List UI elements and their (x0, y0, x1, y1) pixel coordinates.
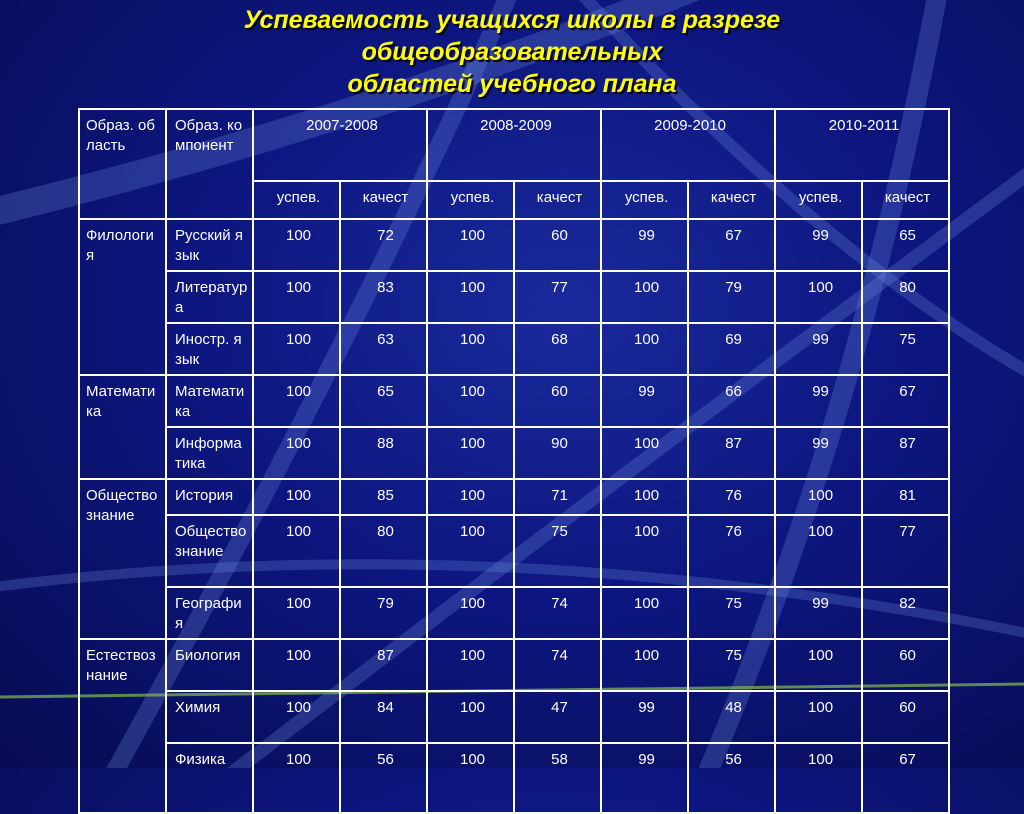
quality-value-cell: 67 (862, 375, 949, 427)
success-value-cell: 99 (775, 323, 862, 375)
quality-value-cell: 75 (688, 587, 775, 639)
quality-value-cell: 87 (688, 427, 775, 479)
quality-value-cell: 60 (514, 375, 601, 427)
quality-value-cell: 77 (862, 515, 949, 587)
quality-value-cell: 60 (862, 639, 949, 691)
quality-value-cell: 75 (514, 515, 601, 587)
quality-value-cell: 80 (862, 271, 949, 323)
area-cell: Математика (79, 375, 166, 479)
table-row (79, 691, 949, 743)
success-value-cell: 100 (775, 743, 862, 813)
success-value-cell: 99 (601, 743, 688, 813)
quality-value-cell: 72 (340, 219, 427, 271)
subheader-success: успев. (253, 181, 340, 219)
quality-value-cell: 84 (340, 691, 427, 743)
quality-value-cell: 65 (862, 219, 949, 271)
slide-title (0, 4, 1024, 100)
quality-value-cell: 60 (862, 691, 949, 743)
success-value-cell: 100 (253, 743, 340, 813)
title-line-2: общеобразовательных (361, 38, 663, 66)
header-year: 2009-2010 (601, 109, 775, 181)
quality-value-cell: 67 (862, 743, 949, 813)
success-value-cell: 100 (601, 323, 688, 375)
quality-value-cell: 83 (340, 271, 427, 323)
success-value-cell: 99 (601, 375, 688, 427)
quality-value-cell: 77 (514, 271, 601, 323)
header-year: 2008-2009 (427, 109, 601, 181)
quality-value-cell: 71 (514, 479, 601, 515)
table-row (79, 427, 949, 479)
success-value-cell: 100 (601, 587, 688, 639)
subheader-success: успев. (775, 181, 862, 219)
success-value-cell: 100 (427, 743, 514, 813)
success-value-cell: 100 (253, 271, 340, 323)
component-cell: Химия (166, 691, 253, 743)
area-cell: Филология (79, 219, 166, 375)
component-cell: Математика (166, 375, 253, 427)
quality-value-cell: 66 (688, 375, 775, 427)
quality-value-cell: 81 (862, 479, 949, 515)
component-cell: Физика (166, 743, 253, 813)
success-value-cell: 100 (427, 427, 514, 479)
quality-value-cell: 67 (688, 219, 775, 271)
success-value-cell: 100 (427, 271, 514, 323)
success-value-cell: 99 (601, 691, 688, 743)
component-cell: Иностр. язык (166, 323, 253, 375)
quality-value-cell: 47 (514, 691, 601, 743)
success-value-cell: 100 (601, 639, 688, 691)
performance-table (78, 108, 950, 814)
success-value-cell: 100 (253, 479, 340, 515)
component-cell: Информатика (166, 427, 253, 479)
success-value-cell: 99 (775, 219, 862, 271)
success-value-cell: 100 (253, 515, 340, 587)
header-area: Образ. область (79, 109, 166, 219)
quality-value-cell: 48 (688, 691, 775, 743)
quality-value-cell: 65 (340, 375, 427, 427)
quality-value-cell: 74 (514, 587, 601, 639)
success-value-cell: 100 (427, 219, 514, 271)
success-value-cell: 100 (601, 479, 688, 515)
table-row (79, 639, 949, 691)
success-value-cell: 100 (253, 587, 340, 639)
success-value-cell: 100 (253, 323, 340, 375)
table-row (79, 587, 949, 639)
quality-value-cell: 58 (514, 743, 601, 813)
area-cell: Обществознание (79, 479, 166, 639)
quality-value-cell: 90 (514, 427, 601, 479)
quality-value-cell: 75 (862, 323, 949, 375)
success-value-cell: 100 (601, 515, 688, 587)
success-value-cell: 100 (253, 375, 340, 427)
subheader-quality: качест (688, 181, 775, 219)
quality-value-cell: 56 (340, 743, 427, 813)
header-component: Образ. компонент (166, 109, 253, 219)
header-year: 2010-2011 (775, 109, 949, 181)
table-row (79, 515, 949, 587)
success-value-cell: 100 (253, 219, 340, 271)
quality-value-cell: 87 (862, 427, 949, 479)
success-value-cell: 100 (775, 639, 862, 691)
component-cell: Биология (166, 639, 253, 691)
component-cell: Литература (166, 271, 253, 323)
success-value-cell: 100 (427, 479, 514, 515)
quality-value-cell: 80 (340, 515, 427, 587)
subheader-success: успев. (427, 181, 514, 219)
success-value-cell: 99 (601, 219, 688, 271)
quality-value-cell: 68 (514, 323, 601, 375)
success-value-cell: 100 (253, 691, 340, 743)
success-value-cell: 100 (601, 427, 688, 479)
quality-value-cell: 74 (514, 639, 601, 691)
quality-value-cell: 63 (340, 323, 427, 375)
header-year: 2007-2008 (253, 109, 427, 181)
quality-value-cell: 82 (862, 587, 949, 639)
success-value-cell: 100 (775, 479, 862, 515)
component-cell: География (166, 587, 253, 639)
title-line-1: Успеваемость учащихся школы в разрезе (243, 6, 781, 34)
success-value-cell: 99 (775, 375, 862, 427)
quality-value-cell: 60 (514, 219, 601, 271)
table-row (79, 479, 949, 515)
success-value-cell: 100 (427, 691, 514, 743)
table-row (79, 743, 949, 813)
header-row (79, 109, 949, 181)
success-value-cell: 100 (427, 323, 514, 375)
table-row (79, 219, 949, 271)
success-value-cell: 100 (775, 271, 862, 323)
component-cell: Обществознание (166, 515, 253, 587)
quality-value-cell: 69 (688, 323, 775, 375)
success-value-cell: 100 (427, 639, 514, 691)
quality-value-cell: 87 (340, 639, 427, 691)
subheader-quality: качест (340, 181, 427, 219)
success-value-cell: 99 (775, 427, 862, 479)
success-value-cell: 100 (775, 691, 862, 743)
subheader-success: успев. (601, 181, 688, 219)
table-body (79, 219, 949, 813)
area-cell: Естествознание (79, 639, 166, 813)
table-row (79, 271, 949, 323)
quality-value-cell: 56 (688, 743, 775, 813)
table-row (79, 375, 949, 427)
subheader-quality: качест (514, 181, 601, 219)
success-value-cell: 100 (427, 587, 514, 639)
quality-value-cell: 79 (688, 271, 775, 323)
success-value-cell: 100 (253, 639, 340, 691)
quality-value-cell: 75 (688, 639, 775, 691)
quality-value-cell: 88 (340, 427, 427, 479)
quality-value-cell: 76 (688, 479, 775, 515)
title-line-3: областей учебного плана (347, 70, 677, 98)
success-value-cell: 99 (775, 587, 862, 639)
success-value-cell: 100 (601, 271, 688, 323)
success-value-cell: 100 (427, 375, 514, 427)
table-row (79, 323, 949, 375)
quality-value-cell: 76 (688, 515, 775, 587)
success-value-cell: 100 (253, 427, 340, 479)
success-value-cell: 100 (775, 515, 862, 587)
component-cell: Русский язык (166, 219, 253, 271)
subheader-quality: качест (862, 181, 949, 219)
success-value-cell: 100 (427, 515, 514, 587)
component-cell: История (166, 479, 253, 515)
quality-value-cell: 79 (340, 587, 427, 639)
quality-value-cell: 85 (340, 479, 427, 515)
